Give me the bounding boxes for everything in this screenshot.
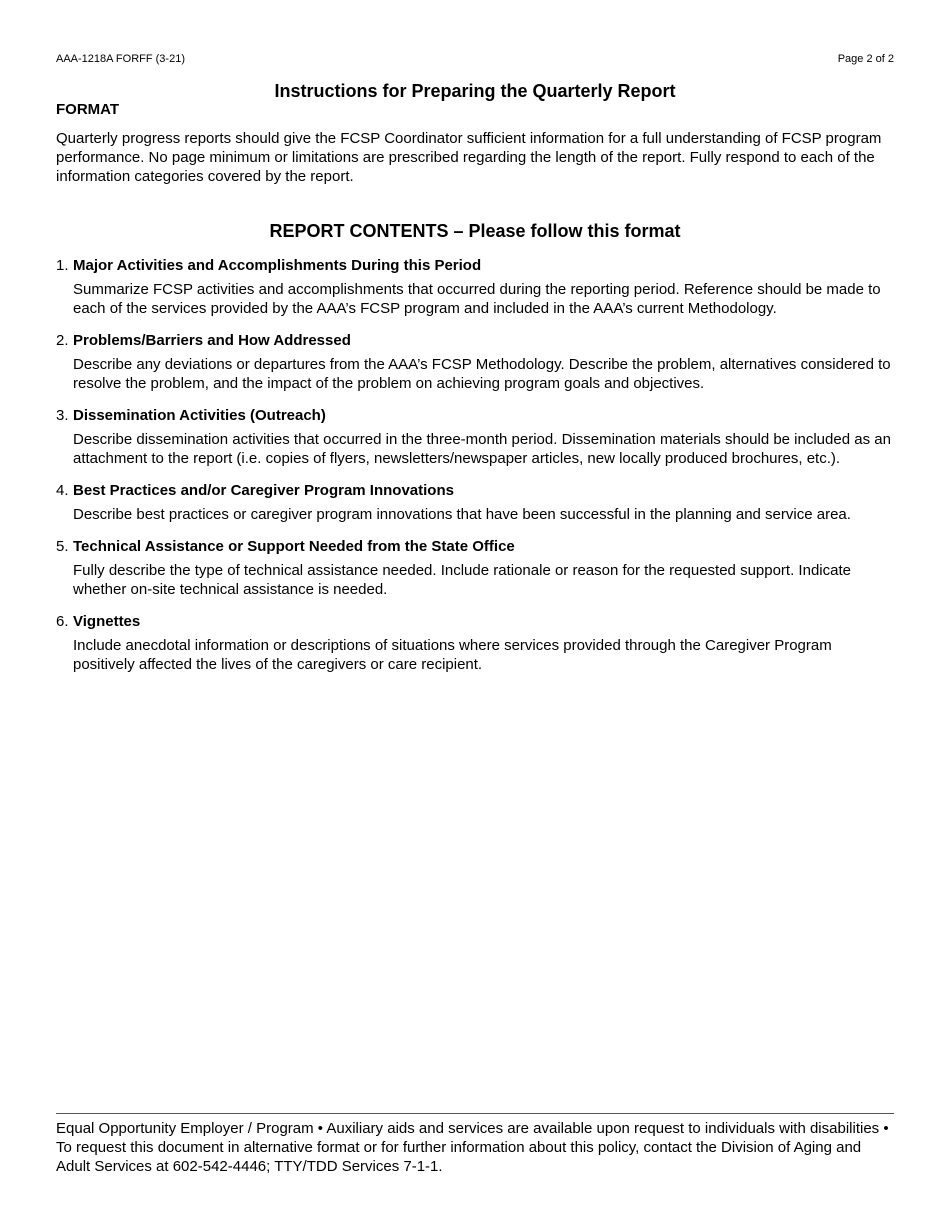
- section-title: Technical Assistance or Support Needed from the State Office: [73, 538, 515, 555]
- section-number: 5.: [56, 538, 69, 555]
- report-contents-heading: REPORT CONTENTS – Please follow this format: [269, 221, 681, 241]
- section-title: Best Practices and/or Caregiver Program Innovations: [73, 482, 454, 499]
- section-problems-barriers: [56, 332, 894, 393]
- section-description: Describe dissemination activities that occurred in the three-month period. Dissemination materials should be included as an attachment to the report (i.e. copies of flyers, newsletters/newspaper articles, new locally produced brochures, etc.).: [73, 431, 891, 467]
- section-best-practices: [56, 482, 894, 524]
- section-title: Major Activities and Accomplishments During this Period: [73, 257, 482, 274]
- footer-notice: Equal Opportunity Employer / Program • Auxiliary aids and services are available upon request to individuals with disabilities • To request this document in alternative format or for further information about this policy, contact the Division of Aging and Adult Services at 602-542-4446; TTY/TDD Services 7-1-1.: [56, 1120, 889, 1175]
- section-number: 4.: [56, 482, 69, 499]
- section-major-activities: [56, 257, 894, 318]
- section-number: 3.: [56, 407, 69, 424]
- section-description: Fully describe the type of technical assistance needed. Include rationale or reason for the requested support. Indicate whether on-site technical assistance is needed.: [73, 562, 851, 598]
- section-title: Dissemination Activities (Outreach): [73, 407, 326, 424]
- section-number: 2.: [56, 332, 69, 349]
- document-page: [56, 0, 894, 1230]
- section-vignettes: [56, 613, 894, 674]
- page-number: Page 2 of 2: [837, 53, 894, 65]
- footer-divider: [56, 1113, 894, 1114]
- section-title: Vignettes: [73, 613, 141, 630]
- section-description: Describe best practices or caregiver program innovations that have been successful in the planning and service area.: [73, 506, 851, 523]
- section-title: Problems/Barriers and How Addressed: [73, 332, 351, 349]
- format-heading: FORMAT: [56, 101, 120, 118]
- section-technical-assistance: [56, 538, 894, 599]
- form-id: AAA-1218A FORFF (3-21): [56, 53, 185, 65]
- section-dissemination-activities: [56, 407, 894, 468]
- section-description: Describe any deviations or departures from the AAA’s FCSP Methodology. Describe the problem, alternatives considered to resolve the problem, and the impact of the problem on achieving program goals and objectives.: [73, 356, 891, 392]
- section-number: 6.: [56, 613, 69, 630]
- format-paragraph: Quarterly progress reports should give the FCSP Coordinator sufficient information for a full understanding of FCSP program performance. No page minimum or limitations are prescribed regarding the length of the report. Fully respond to each of the information categories covered by the report.: [56, 130, 882, 185]
- report-contents-list: [56, 257, 894, 688]
- section-number: 1.: [56, 257, 69, 274]
- section-description: Include anecdotal information or descriptions of situations where services provided through the Caregiver Program positively affected the lives of the caregivers or care recipient.: [73, 637, 832, 673]
- document-title: Instructions for Preparing the Quarterly Report: [274, 81, 676, 101]
- section-description: Summarize FCSP activities and accomplishments that occurred during the reporting period. Reference should be made to each of the services provided by the AAA’s FCSP program and included in the AAA’s current Methodology.: [73, 281, 881, 317]
